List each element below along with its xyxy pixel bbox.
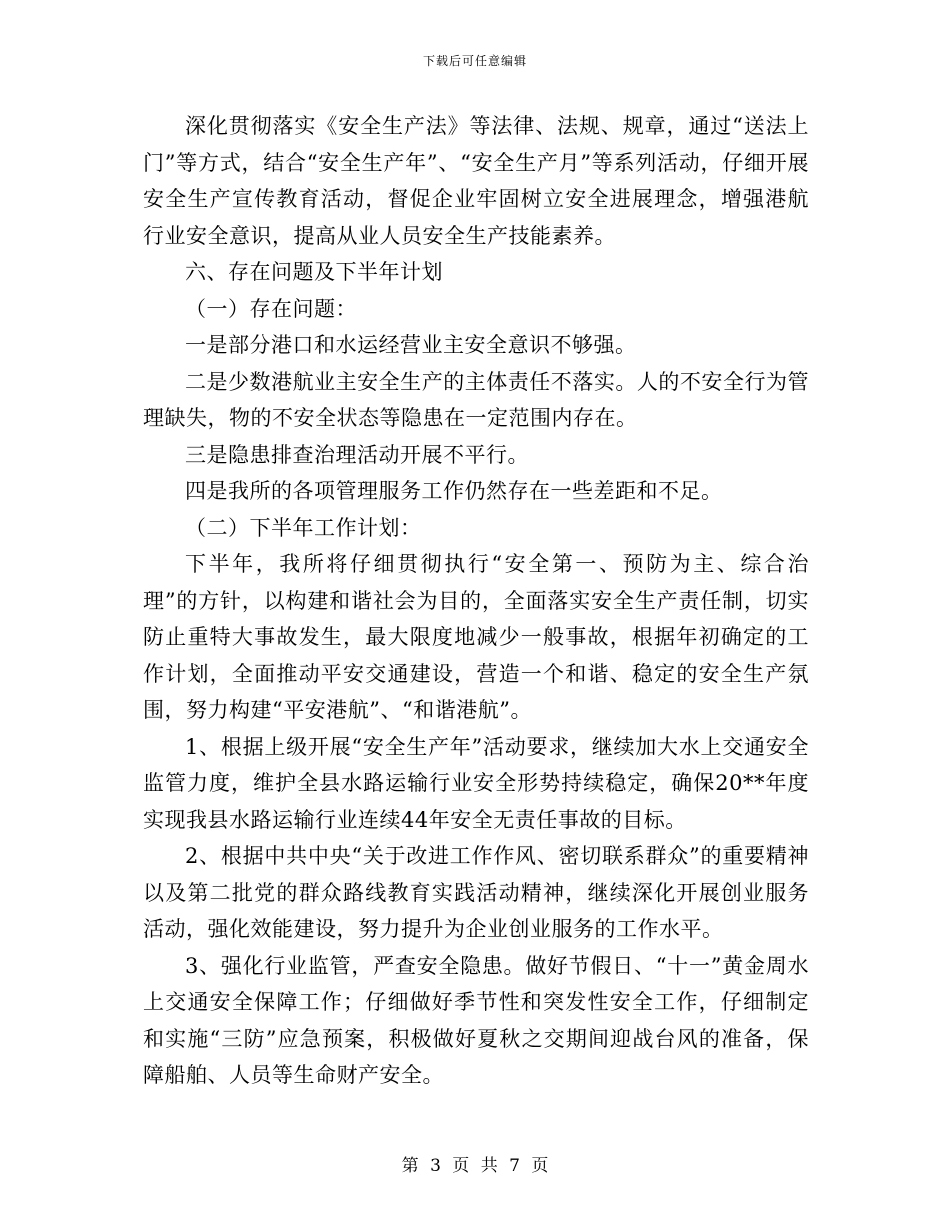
subsection-heading: （一）存在问题： [185,296,357,321]
document-body [143,108,809,1094]
paragraph: 三是隐患排查治理活动开展不平行。 [185,442,529,467]
paragraph: 3、强化行业监管，严查安全隐患。做好节假日、“十一”黄金周水上交通安全保障工作；仔细做好季节性和突发性安全工作，仔细制定和实施“三防”应急预案，积极做好夏秋之交期间迎战台风的准备，保障船舶、人员等生命财产安全。 [143,953,809,1087]
paragraph: 2、根据中共中央“关于改进工作作风、密切联系群众”的重要精神以及第二批党的群众路线教育实践活动精神，继续深化开展创业服务活动，强化效能建设，努力提升为企业创业服务的工作水平。 [143,844,809,941]
paragraph: 深化贯彻落实《安全生产法》等法律、法规、规章，通过“送法上门”等方式，结合“安全生产年”、“安全生产月”等系列活动，仔细开展安全生产宣传教育活动，督促企业牢固树立安全进展理念，增强港航行业安全意识，提高从业人员安全生产技能素养。 [143,114,809,248]
paragraph: 二是少数港航业主安全生产的主体责任不落实。人的不安全行为管理缺失，物的不安全状态等隐患在一定范围内存在。 [143,369,809,430]
page-header: 下载后可任意编辑 [422,54,527,68]
page-number: 第 3 页 共 7 页 [401,1156,549,1176]
subsection-heading: （二）下半年工作计划： [185,515,422,540]
paragraph: 一是部分港口和水运经营业主安全意识不够强。 [185,333,637,357]
paragraph: 1、根据上级开展“安全生产年”活动要求，继续加大水上交通安全监管力度，维护全县水路运输行业安全形势持续稳定，确保20**年度实现我县水路运输行业连续44年安全无责任事故的目标。 [143,734,809,832]
paragraph: 四是我所的各项管理服务工作仍然存在一些差距和不足。 [185,479,723,503]
section-heading: 六、存在问题及下半年计划 [185,260,443,284]
paragraph: 下半年，我所将仔细贯彻执行“安全第一、预防为主、综合治理”的方针，以构建和谐社会为目的，全面落实安全生产责任制，切实防止重特大事故发生，最大限度地减少一般事故，根据年初确定的工作计划，全面推动平安交通建设，营造一个和谐、稳定的安全生产氛围，努力构建“平安港航”、“和谐港航”。 [143,552,809,722]
